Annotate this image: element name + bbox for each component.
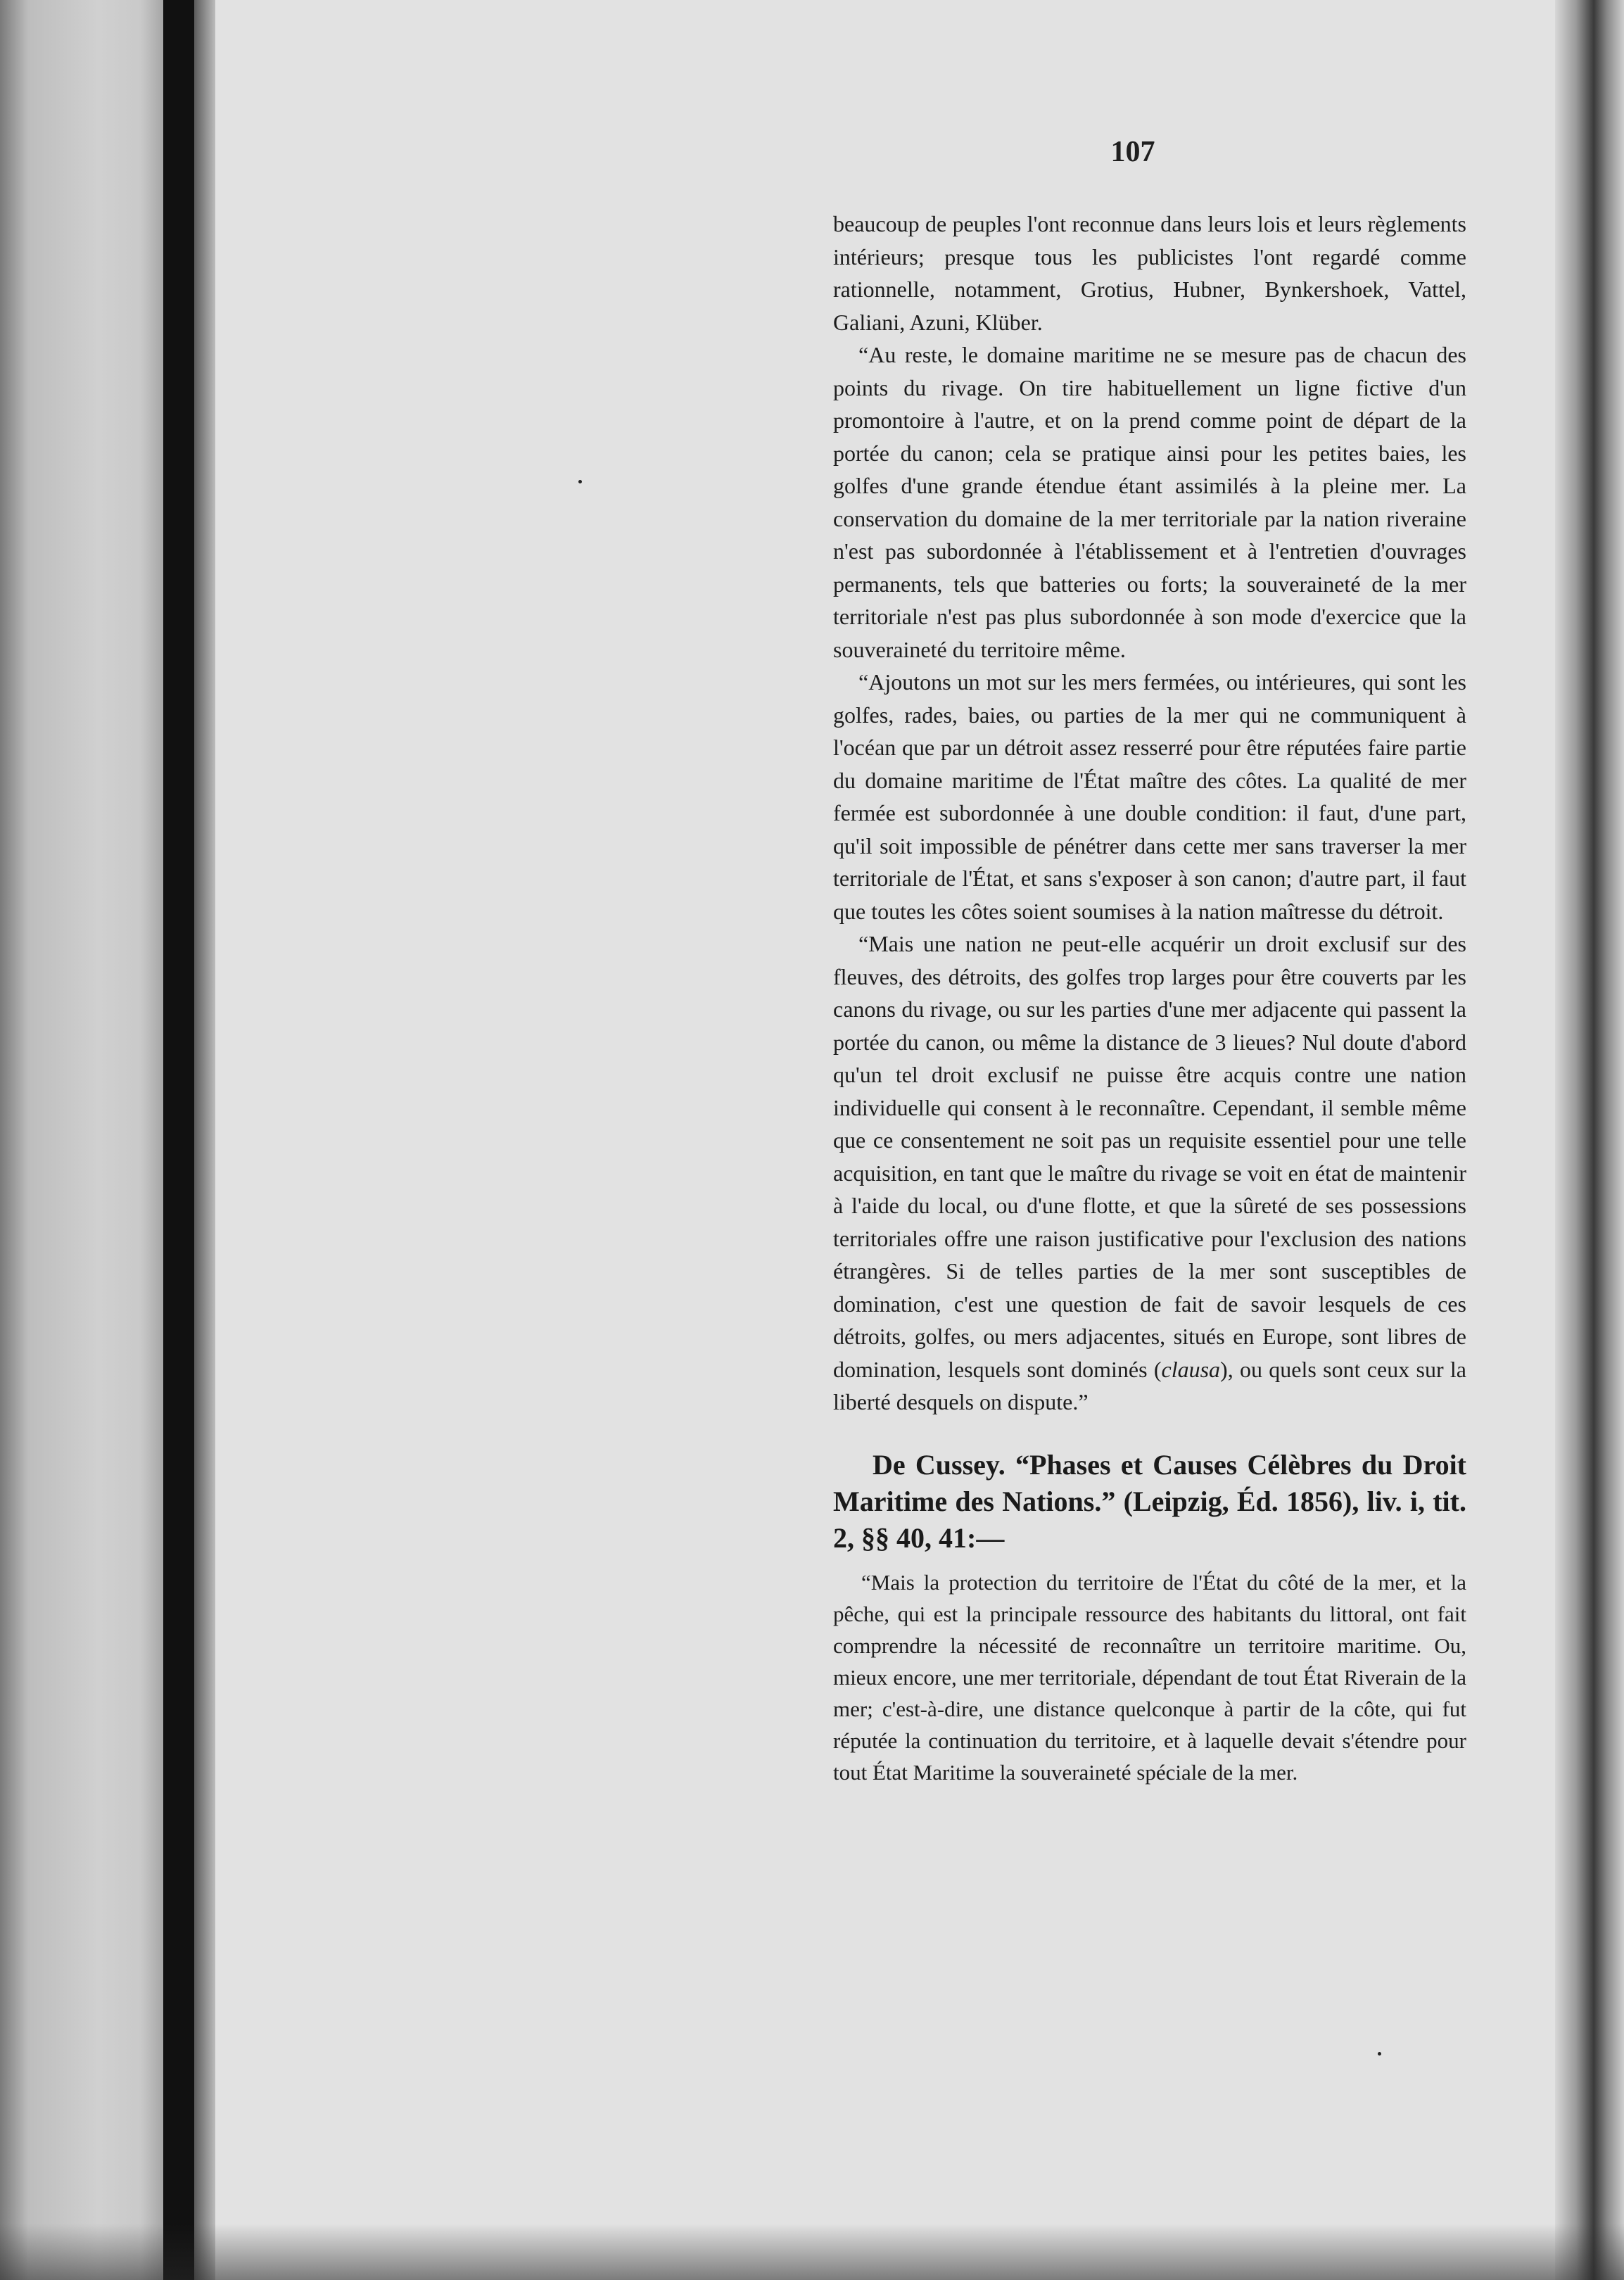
reference-heading: De Cussey. “Phases et Causes Célèbres du Droit Maritime des Nations.” (Leipzig, Éd. 1856), liv. i, tit. 2, §§ 40, 41:— xyxy=(833,1448,1466,1554)
paragraph-4 xyxy=(833,927,1466,1419)
ink-speck xyxy=(1378,2052,1381,2056)
page-gutter xyxy=(194,0,215,2280)
paragraph-4-italic: clausa xyxy=(1161,1356,1221,1382)
page-bottom-shadow xyxy=(0,2224,1624,2280)
facing-page-edge xyxy=(0,0,163,2280)
page-right-edge xyxy=(1555,0,1624,2280)
text-column xyxy=(833,208,1466,1788)
quotation-paragraph: “Mais la protection du territoire de l'État du côté de la mer, et la pêche, qui est la principale ressource des habitants du littoral, ont fait comprendre la nécessité de reconnaître un territoire maritime. Ou, mieux encore, une mer territoriale, dépendant de tout État Riverain de la mer; c'est-à-dire, une distance quelconque à partir de la côte, qui fut réputée la continuation du territoire, et à laquelle devait s'étendre pour tout État Maritime la souveraineté spéciale de la mer. xyxy=(833,1569,1466,1785)
paragraph-4-text-b: ), ou quels sont ceux sur la liberté desquels on dispute.” xyxy=(833,1356,1467,1414)
paragraph-3: “Ajoutons un mot sur les mers fermées, ou intérieures, qui sont les golfes, rades, baies, ou parties de la mer qui ne communiquent à l'océan que par un détroit assez resserré pour être réputées faire partie du domaine maritime de l'État maître des côtes. La qualité de mer fermée est subordonnée à une double condition: il faut, d'une part, qu'il soit impossible de pénétrer dans cette mer sans traverser la mer territoriale de l'État, et sans s'exposer à son canon; d'autre part, il faut que toutes les côtes soient soumises à la nation maîtresse du détroit. xyxy=(833,669,1466,924)
quotation-block xyxy=(833,1566,1466,1788)
paragraph-2: “Au reste, le domaine maritime ne se mesure pas de chacun des points du rivage. On tire habituellement un ligne fictive d'un promontoire à l'autre, et on la prend comme point de départ de la portée du canon; cela se pratique ainsi pour les petites baies, les golfes d'une grande étendue étant assimilés à la pleine mer. La conservation du domaine de la mer territoriale par la nation riveraine n'est pas subordonnée à l'établissement et à l'entretien d'ouvrages permanents, tels que batteries ou forts; la souveraineté de la mer territoriale n'est pas plus subordonnée à son mode d'exercice que la souveraineté du territoire même. xyxy=(833,342,1466,662)
body-text xyxy=(833,208,1466,1419)
page-number: 107 xyxy=(1110,136,1155,168)
ink-speck xyxy=(578,480,582,483)
book-binding-shadow xyxy=(163,0,194,2280)
paragraph-1: beaucoup de peuples l'ont reconnue dans leurs lois et leurs règlements intérieurs; presque tous les publicistes l'ont regardé comme rationnelle, notamment, Grotius, Hubner, Bynkershoek, Vattel, Galiani, Azuni, Klüber. xyxy=(833,211,1466,335)
paragraph-4-text-a: “Mais une nation ne peut-elle acquérir un droit exclusif sur des fleuves, des détroits, des golfes trop larges pour être couverts par les canons du rivage, ou sur les parties d'une mer adjacente qui passent la portée du canon, ou même la distance de 3 lieues? Nul doute d'abord qu'un tel droit exclusif ne puisse être acquis contre une nation individuelle qui consent à le reconnaître. Cependant, il semble même que ce consentement ne soit pas un requisite essentiel pour une telle acquisition, en tant que le maître du rivage se voit en état de maintenir à l'aide du local, ou d'une flotte, et que la sûreté de ses possessions territoriales offre une raison justificative pour l'exclusion des nations étrangères. Si de telles parties de la mer sont susceptibles de domination, c'est une question de fait de savoir lesquels de ces détroits, golfes, ou mers adjacentes, situés en Europe, sont libres de domination, lesquels sont dominés ( xyxy=(833,931,1466,1382)
